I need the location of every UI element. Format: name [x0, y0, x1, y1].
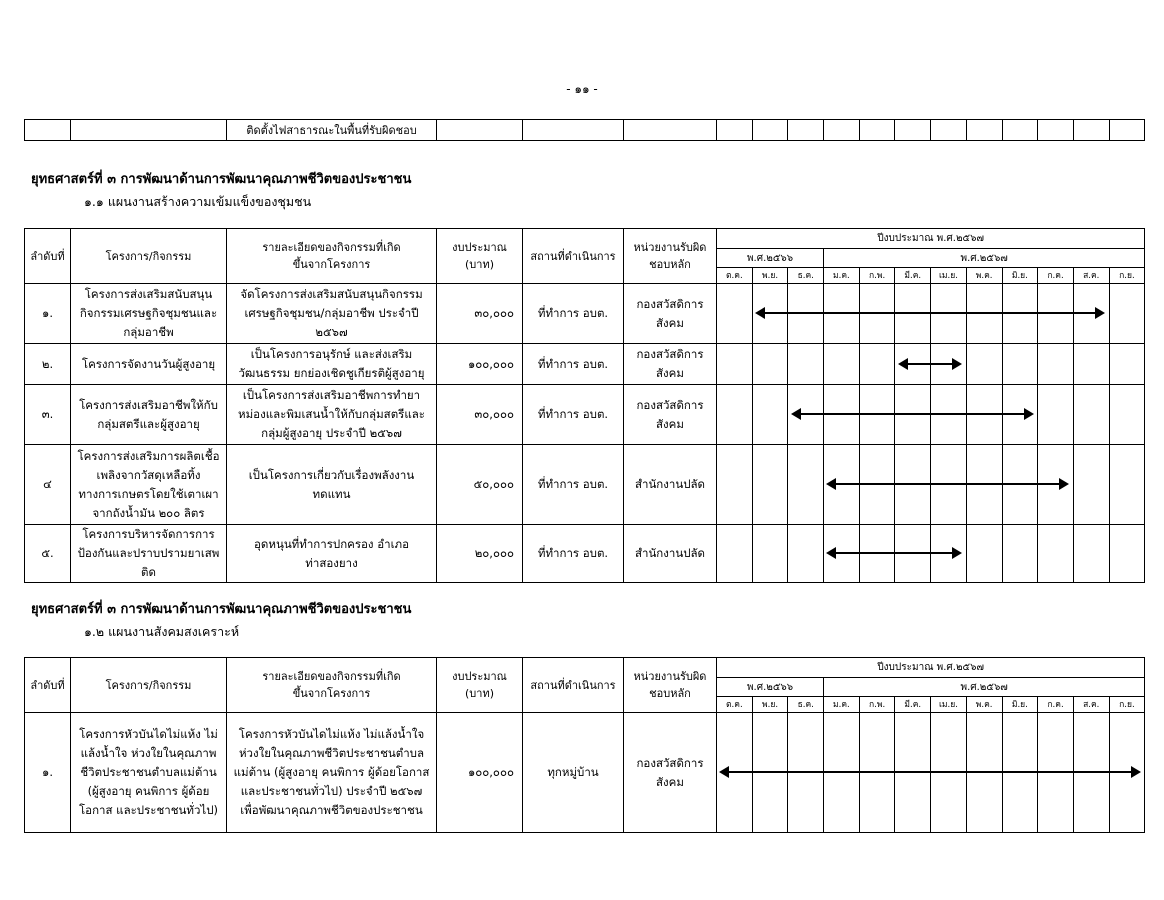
month-cell	[1002, 344, 1038, 385]
header-budget: งบประมาณ (บาท)	[437, 658, 523, 713]
month-cell	[1109, 344, 1145, 385]
month-header: ก.ค.	[1038, 697, 1074, 713]
table-cell	[1038, 120, 1074, 141]
table-cell	[752, 120, 788, 141]
table-cell	[523, 120, 624, 141]
page-number: - ๑๑ -	[566, 82, 598, 96]
plan-table-1	[24, 228, 1145, 583]
seq-cell: ๔	[25, 445, 71, 525]
seq-cell: ๑.	[25, 713, 71, 833]
table-cell	[25, 120, 71, 141]
table-cell	[71, 120, 227, 141]
budget-cell: ๑๐๐,๐๐๐	[437, 713, 523, 833]
table-cell	[895, 120, 931, 141]
month-header: ม.ค.	[824, 268, 860, 284]
month-header: ก.พ.	[859, 697, 895, 713]
unit-cell: สำนักงานปลัด	[624, 445, 717, 525]
header-year-2567: พ.ศ.๒๕๖๗	[824, 249, 1145, 268]
budget-cell: ๓๐,๐๐๐	[437, 385, 523, 445]
project-cell: โครงการส่งเสริมอาชีพให้กับกลุ่มสตรีและผู้สูงอายุ	[71, 385, 227, 445]
table-cell	[717, 120, 753, 141]
month-header: ส.ค.	[1073, 697, 1109, 713]
budget-cell: ๓๐,๐๐๐	[437, 284, 523, 344]
table-cell	[1073, 120, 1109, 141]
unit-cell: กองสวัสดิการสังคม	[624, 284, 717, 344]
location-cell: ที่ทำการ อบต.	[523, 525, 624, 583]
budget-cell: ๑๐๐,๐๐๐	[437, 344, 523, 385]
month-header: ต.ค.	[717, 697, 753, 713]
month-cell	[717, 385, 753, 445]
month-cell	[1073, 344, 1109, 385]
month-cell	[1109, 525, 1145, 583]
table-row	[25, 120, 1145, 141]
continuation-table	[24, 119, 1145, 141]
month-cell	[752, 385, 788, 445]
month-cell	[1073, 445, 1109, 525]
month-cell	[1073, 525, 1109, 583]
project-cell: โครงการจัดงานวันผู้สูงอายุ	[71, 344, 227, 385]
header-year-2567: พ.ศ.๒๕๖๗	[824, 678, 1145, 697]
header-unit: หน่วยงานรับผิดชอบหลัก	[624, 658, 717, 713]
table-cell	[788, 120, 824, 141]
month-cell	[824, 344, 860, 385]
month-header: ธ.ค.	[788, 268, 824, 284]
project-cell: โครงการหัวบันไดไม่แห้ง ไม่แล้งน้ำใจ ห่วงใยในคุณภาพชีวิตประชาชนตำบลแม่ต้าน (ผู้สูงอายุ คนพิการ ผู้ด้อยโอกาส และประชาชนทั่วไป)	[71, 713, 227, 833]
month-header: พ.ย.	[752, 268, 788, 284]
month-cell	[717, 525, 753, 583]
month-cell	[788, 525, 824, 583]
project-cell: โครงการส่งเสริมการผลิตเชื้อเพลิงจากวัสดุเหลือทิ้งทางการเกษตรโดยใช้เตาเผาจากถังน้ำมัน ๒๐๐ ลิตร	[71, 445, 227, 525]
table-cell	[1002, 120, 1038, 141]
month-header: พ.ค.	[966, 268, 1002, 284]
details-cell: ติดตั้งไฟสาธารณะในพื้นที่รับผิดชอบ	[227, 120, 437, 141]
month-cell	[1109, 284, 1145, 344]
details-cell: เป็นโครงการส่งเสริมอาชีพการทำยาหม่องและพิมเสนน้ำให้กับกลุ่มสตรีและกลุ่มผู้สูงอายุ ประจำปี ๒๕๖๗	[227, 385, 437, 445]
header-row	[25, 658, 1145, 678]
plan-table-2	[24, 657, 1145, 833]
month-header: ก.พ.	[859, 268, 895, 284]
month-cell	[788, 344, 824, 385]
plan-heading: ๑.๒ แผนงานสังคมสงเคราะห์	[84, 624, 240, 639]
month-cell	[788, 445, 824, 525]
seq-cell: ๒.	[25, 344, 71, 385]
seq-cell: ๑.	[25, 284, 71, 344]
details-cell: เป็นโครงการอนุรักษ์ และส่งเสริมวัฒนธรรม ยกย่องเชิดชูเกียรติผู้สูงอายุ	[227, 344, 437, 385]
table-row	[25, 344, 1145, 385]
month-cell	[966, 525, 1002, 583]
details-cell: เป็นโครงการเกี่ยวกับเรื่องพลังงานทดแทน	[227, 445, 437, 525]
seq-cell: ๓.	[25, 385, 71, 445]
month-header: พ.ย.	[752, 697, 788, 713]
header-fiscal-year: ปีงบประมาณ พ.ศ.๒๕๖๗	[717, 658, 1145, 678]
month-header: ต.ค.	[717, 268, 753, 284]
header-fiscal-year: ปีงบประมาณ พ.ศ.๒๕๖๗	[717, 229, 1145, 249]
table-cell	[931, 120, 967, 141]
month-header: ก.ย.	[1109, 268, 1145, 284]
location-cell: ทุกหมู่บ้าน	[523, 713, 624, 833]
header-seq: ลำดับที่	[25, 658, 71, 713]
header-location: สถานที่ดำเนินการ	[523, 229, 624, 284]
month-cell	[717, 284, 753, 344]
budget-cell: ๕๐,๐๐๐	[437, 445, 523, 525]
header-details: รายละเอียดของกิจกรรมที่เกิดขึ้นจากโครงการ	[227, 229, 437, 284]
timeline-arrow	[757, 312, 1103, 314]
location-cell: ที่ทำการ อบต.	[523, 385, 624, 445]
location-cell: ที่ทำการ อบต.	[523, 445, 624, 525]
table-cell	[859, 120, 895, 141]
timeline-arrow	[900, 363, 961, 365]
month-header: ส.ค.	[1073, 268, 1109, 284]
unit-cell: สำนักงานปลัด	[624, 525, 717, 583]
month-header: เม.ย.	[931, 697, 967, 713]
table-cell	[824, 120, 860, 141]
strategy-heading: ยุทธศาสตร์ที่ ๓ การพัฒนาด้านการพัฒนาคุณภาพชีวิตของประชาชน	[31, 172, 412, 187]
table-row	[25, 525, 1145, 583]
location-cell: ที่ทำการ อบต.	[523, 284, 624, 344]
header-location: สถานที่ดำเนินการ	[523, 658, 624, 713]
plan-heading: ๑.๑ แผนงานสร้างความเข้มแข็งของชุมชน	[84, 194, 312, 209]
table-cell	[437, 120, 523, 141]
seq-cell: ๕.	[25, 525, 71, 583]
month-header: ม.ค.	[824, 697, 860, 713]
timeline-arrow	[793, 413, 1032, 415]
header-project: โครงการ/กิจกรรม	[71, 658, 227, 713]
month-cell	[717, 344, 753, 385]
month-cell	[1073, 385, 1109, 445]
header-year-2566: พ.ศ.๒๕๖๖	[717, 249, 824, 268]
budget-cell: ๒๐,๐๐๐	[437, 525, 523, 583]
month-cell	[1038, 344, 1074, 385]
unit-cell: กองสวัสดิการสังคม	[624, 385, 717, 445]
month-cell	[966, 344, 1002, 385]
month-header: ธ.ค.	[788, 697, 824, 713]
month-cell	[752, 344, 788, 385]
location-cell: ที่ทำการ อบต.	[523, 344, 624, 385]
timeline-arrow	[721, 771, 1138, 773]
header-year-2566: พ.ศ.๒๕๖๖	[717, 678, 824, 697]
month-header: ก.ย.	[1109, 697, 1145, 713]
month-header: มี.ค.	[895, 697, 931, 713]
month-header: พ.ค.	[966, 697, 1002, 713]
month-cell	[752, 525, 788, 583]
month-cell	[1109, 385, 1145, 445]
table-cell	[624, 120, 717, 141]
details-cell: อุดหนุนที่ทำการปกครอง อำเภอท่าสองยาง	[227, 525, 437, 583]
table-cell	[966, 120, 1002, 141]
timeline-arrow	[828, 552, 960, 554]
header-budget: งบประมาณ (บาท)	[437, 229, 523, 284]
month-header: มิ.ย.	[1002, 697, 1038, 713]
strategy-heading: ยุทธศาสตร์ที่ ๓ การพัฒนาด้านการพัฒนาคุณภาพชีวิตของประชาชน	[31, 602, 412, 617]
month-header: เม.ย.	[931, 268, 967, 284]
details-cell: จัดโครงการส่งเสริมสนับสนุนกิจกรรมเศรษฐกิจชุมชน/กลุ่มอาชีพ ประจำปี ๒๕๖๗	[227, 284, 437, 344]
unit-cell: กองสวัสดิการสังคม	[624, 713, 717, 833]
details-cell: โครงการหัวบันไดไม่แห้ง ไม่แล้งน้ำใจ ห่วงใยในคุณภาพชีวิตประชาชนตำบลแม่ต้าน (ผู้สูงอายุ คนพิการ ผู้ด้อยโอกาส และประชาชนทั่วไป) ประจำปี ๒๕๖๗ เพื่อพัฒนาคุณภาพชีวิตของประชาชน	[227, 713, 437, 833]
table-cell	[1109, 120, 1145, 141]
header-project: โครงการ/กิจกรรม	[71, 229, 227, 284]
month-header: มี.ค.	[895, 268, 931, 284]
month-cell	[717, 445, 753, 525]
header-row	[25, 229, 1145, 249]
unit-cell: กองสวัสดิการสังคม	[624, 344, 717, 385]
month-cell	[752, 445, 788, 525]
month-cell	[1002, 525, 1038, 583]
project-cell: โครงการส่งเสริมสนับสนุนกิจกรรมเศรษฐกิจชุมชนและกลุ่มอาชีพ	[71, 284, 227, 344]
project-cell: โครงการบริหารจัดการการป้องกันและปราบปรามยาเสพติด	[71, 525, 227, 583]
month-header: ก.ค.	[1038, 268, 1074, 284]
month-cell	[1109, 445, 1145, 525]
timeline-arrow	[828, 483, 1067, 485]
header-details: รายละเอียดของกิจกรรมที่เกิดขึ้นจากโครงการ	[227, 658, 437, 713]
month-cell	[1038, 525, 1074, 583]
header-unit: หน่วยงานรับผิดชอบหลัก	[624, 229, 717, 284]
month-cell	[1038, 385, 1074, 445]
month-cell	[859, 344, 895, 385]
month-header: มิ.ย.	[1002, 268, 1038, 284]
header-seq: ลำดับที่	[25, 229, 71, 284]
